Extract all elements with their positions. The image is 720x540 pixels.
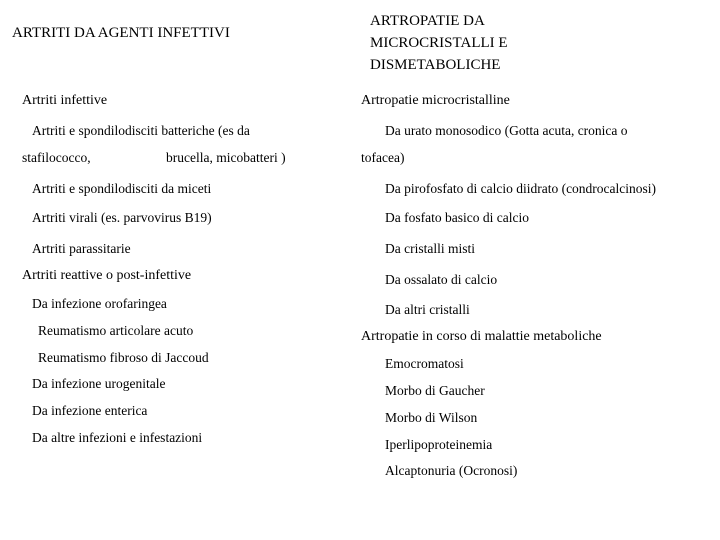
right-column-title-line-3: DISMETABOLICHE [370,57,501,73]
list-item: Artriti e spondilodisciti batteriche (es da [32,123,250,138]
list-item: stafilococco, [22,150,91,165]
right-column-title-line-2: MICROCRISTALLI E [370,35,508,51]
list-item: Morbo di Gaucher [385,383,485,398]
list-item: Artriti parassitarie [32,241,131,256]
section-heading-artriti-reattive: Artriti reattive o post-infettive [22,268,192,283]
list-item: Da infezione urogenitale [32,376,166,391]
list-item: Alcaptonuria (Ocronosi) [385,463,518,478]
list-item: Da infezione enterica [32,403,148,418]
list-item: Da pirofosfato di calcio diidrato (condrocalcinosi) [385,181,657,196]
list-item: tofacea) [361,150,405,165]
list-item: Da cristalli misti [385,241,475,256]
list-item: Da urato monosodico (Gotta acuta, cronica o [385,123,628,138]
section-heading-artropatie-metaboliche: Artropatie in corso di malattie metaboliche [361,329,602,344]
list-item: Reumatismo fibroso di Jaccoud [38,350,209,365]
section-heading-artropatie-microcristalline: Artropatie microcristalline [361,93,510,108]
list-item: Da infezione orofaringea [32,296,167,311]
left-column-title: ARTRITI DA AGENTI INFETTIVI [12,25,230,41]
list-item: Artriti virali (es. parvovirus B19) [32,210,212,225]
list-item: Da fosfato basico di calcio [385,210,529,225]
list-item: Artriti e spondilodisciti da miceti [32,181,212,196]
list-item: Iperlipoproteinemia [385,437,493,452]
section-heading-artriti-infettive: Artriti infettive [22,93,108,108]
list-item: brucella, micobatteri ) [166,150,286,165]
list-item: Emocromatosi [385,356,464,371]
list-item: Da altre infezioni e infestazioni [32,430,203,445]
list-item: Reumatismo articolare acuto [38,323,194,338]
list-item: Da altri cristalli [385,302,470,317]
list-item: Morbo di Wilson [385,410,478,425]
right-column-title-line-1: ARTROPATIE DA [370,13,485,29]
list-item: Da ossalato di calcio [385,272,498,287]
